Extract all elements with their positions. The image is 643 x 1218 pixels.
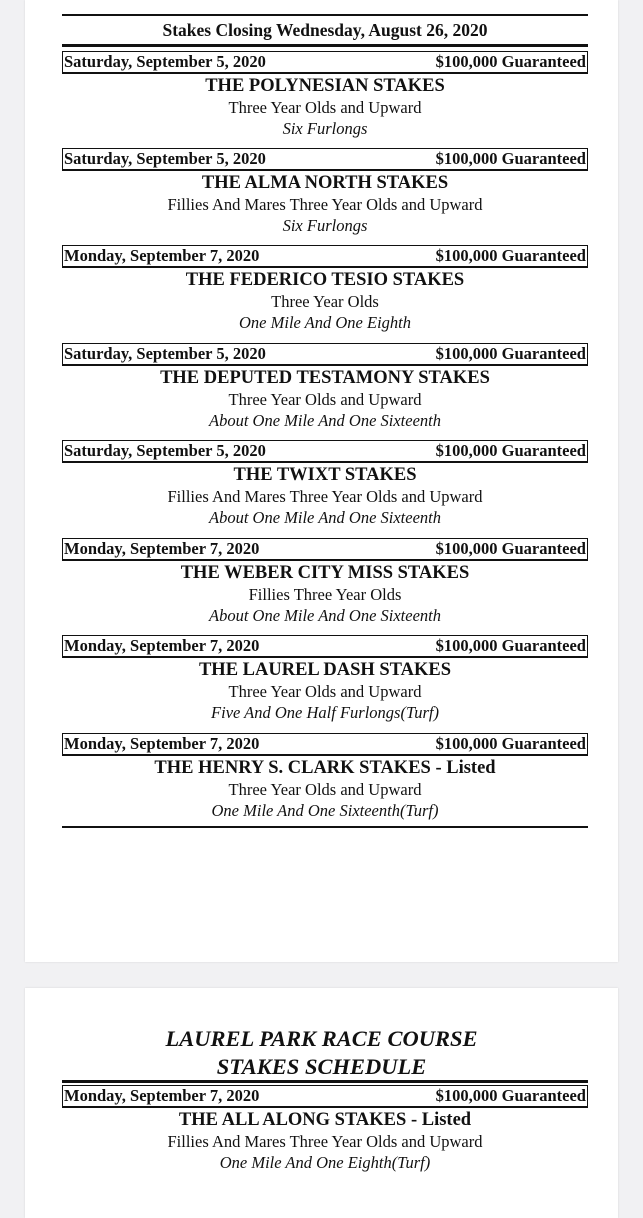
race-purse: $100,000 Guaranteed (435, 246, 586, 265)
race-entry (62, 148, 588, 236)
race-distance: About One Mile And One Sixteenth (208, 508, 441, 527)
section-header: Stakes Closing Wednesday, August 26, 2020 (62, 14, 588, 47)
document-page-2 (25, 988, 618, 1218)
race-header-bar (62, 733, 588, 756)
race-entry (62, 733, 588, 821)
race-eligibility: Three Year Olds and Upward (228, 390, 422, 409)
race-date: Saturday, September 5, 2020 (64, 52, 266, 71)
race-purse: $100,000 Guaranteed (435, 1086, 586, 1105)
race-name: THE TWIXT STAKES (233, 465, 417, 485)
race-eligibility: Three Year Olds and Upward (228, 780, 422, 799)
race-distance: Five And One Half Furlongs(Turf) (211, 703, 439, 722)
race-eligibility: Three Year Olds (271, 292, 379, 311)
race-purse: $100,000 Guaranteed (435, 52, 586, 71)
race-name: THE WEBER CITY MISS STAKES (180, 563, 470, 583)
race-purse: $100,000 Guaranteed (435, 734, 586, 753)
race-name: THE LAUREL DASH STAKES (198, 660, 452, 680)
race-entry (62, 1085, 588, 1173)
race-entry (62, 635, 588, 723)
race-date: Monday, September 7, 2020 (64, 539, 260, 558)
race-distance: One Mile And One Eighth(Turf) (219, 1153, 431, 1172)
race-name: THE FEDERICO TESIO STAKES (185, 270, 465, 290)
race-distance: About One Mile And One Sixteenth (208, 606, 441, 625)
page-title (25, 1025, 618, 1081)
race-distance: Six Furlongs (282, 216, 368, 235)
race-date: Saturday, September 5, 2020 (64, 441, 266, 460)
race-eligibility: Three Year Olds and Upward (228, 682, 422, 701)
race-name: THE ALL ALONG STAKES - Listed (178, 1110, 472, 1130)
race-header-bar (62, 51, 588, 74)
title-rule (62, 1080, 588, 1083)
race-eligibility: Fillies And Mares Three Year Olds and Upward (167, 195, 483, 214)
race-date: Monday, September 7, 2020 (64, 1086, 260, 1105)
race-distance: About One Mile And One Sixteenth (208, 411, 441, 430)
race-header-bar (62, 440, 588, 463)
race-purse: $100,000 Guaranteed (435, 636, 586, 655)
race-distance: One Mile And One Eighth (239, 313, 411, 332)
race-date: Monday, September 7, 2020 (64, 734, 260, 753)
race-eligibility: Three Year Olds and Upward (228, 98, 422, 117)
race-purse: $100,000 Guaranteed (435, 441, 586, 460)
race-purse: $100,000 Guaranteed (435, 149, 586, 168)
race-distance: Six Furlongs (282, 119, 368, 138)
race-entry (62, 440, 588, 528)
title-line-1: LAUREL PARK RACE COURSE (165, 1026, 478, 1051)
race-date: Monday, September 7, 2020 (64, 246, 260, 265)
race-eligibility: Fillies Three Year Olds (248, 585, 402, 604)
race-date: Saturday, September 5, 2020 (64, 149, 266, 168)
race-entry (62, 51, 588, 139)
race-purse: $100,000 Guaranteed (435, 539, 586, 558)
section-end-rule (62, 826, 588, 828)
race-name: THE DEPUTED TESTAMONY STAKES (160, 368, 490, 388)
race-name: THE HENRY S. CLARK STAKES - Listed (154, 758, 496, 778)
race-entry (62, 245, 588, 333)
race-eligibility: Fillies And Mares Three Year Olds and Upward (167, 1132, 483, 1151)
race-header-bar (62, 538, 588, 561)
race-entry (62, 538, 588, 626)
race-distance: One Mile And One Sixteenth(Turf) (211, 801, 439, 820)
race-header-bar (62, 245, 588, 268)
race-purse: $100,000 Guaranteed (435, 344, 586, 363)
race-header-bar (62, 148, 588, 171)
race-entry (62, 343, 588, 431)
race-eligibility: Fillies And Mares Three Year Olds and Upward (167, 487, 483, 506)
race-header-bar (62, 1085, 588, 1108)
title-line-2: STAKES SCHEDULE (216, 1054, 427, 1079)
race-header-bar (62, 635, 588, 658)
race-header-bar (62, 343, 588, 366)
race-name: THE POLYNESIAN STAKES (205, 76, 445, 96)
document-page-1 (25, 0, 618, 962)
race-name: THE ALMA NORTH STAKES (201, 173, 449, 193)
race-date: Monday, September 7, 2020 (64, 636, 260, 655)
race-date: Saturday, September 5, 2020 (64, 344, 266, 363)
